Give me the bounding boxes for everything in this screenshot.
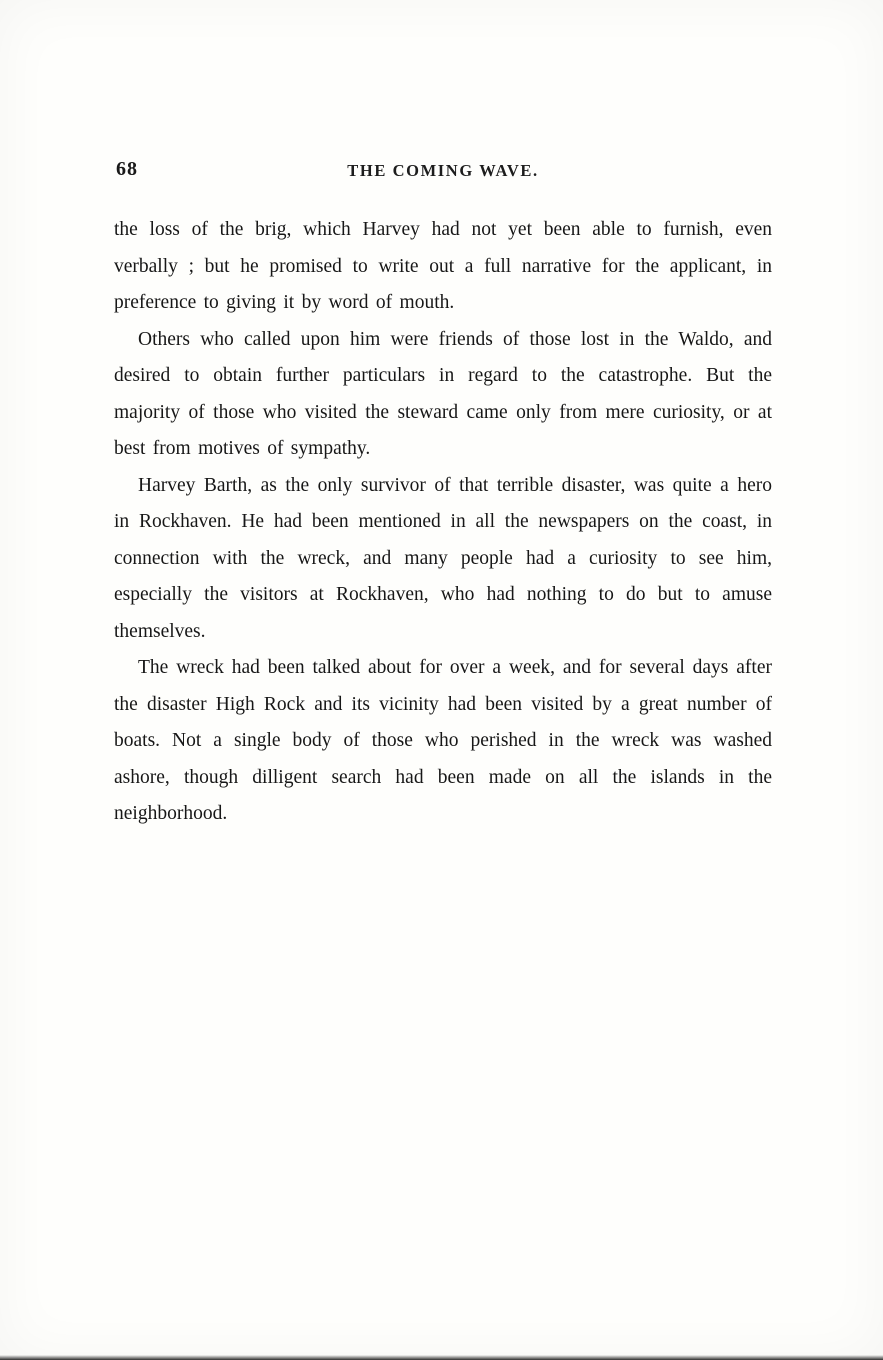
text-block xyxy=(114,158,772,833)
paragraph: Harvey Barth, as the only survivor of that terrible disaster, was quite a hero in Rockhaven. He had been mentioned in all the newspapers on the coast, in connection with the wreck, and many people had a curiosity to see him, especially the visitors at Rockhaven, who had nothing to do but to amuse themselves. xyxy=(114,474,772,642)
paragraph: The wreck had been talked about for over a week, and for several days after the disaster High Rock and its vicinity had been visited by a great number of boats. Not a single body of those who perished in the wreck was washed ashore, though dilligent search had been made on all the islands in the neighborhood. xyxy=(114,657,772,824)
paragraph: the loss of the brig, which Harvey had not yet been able to furnish, even verbally ; but he promised to write out a full narrative for the applicant, in preference to giving it by word of mouth. xyxy=(114,219,772,313)
scan-edge xyxy=(0,1355,883,1360)
paragraph: Others who called upon him were friends of those lost in the Waldo, and desired to obtain further particulars in regard to the catastrophe. But the majority of those who visited the steward came only from mere curiosity, or at best from motives of sympathy. xyxy=(114,328,772,459)
page-number: 68 xyxy=(116,158,138,180)
running-header xyxy=(114,158,772,188)
body-text xyxy=(114,212,772,833)
running-header-title: THE COMING WAVE. xyxy=(347,161,539,180)
